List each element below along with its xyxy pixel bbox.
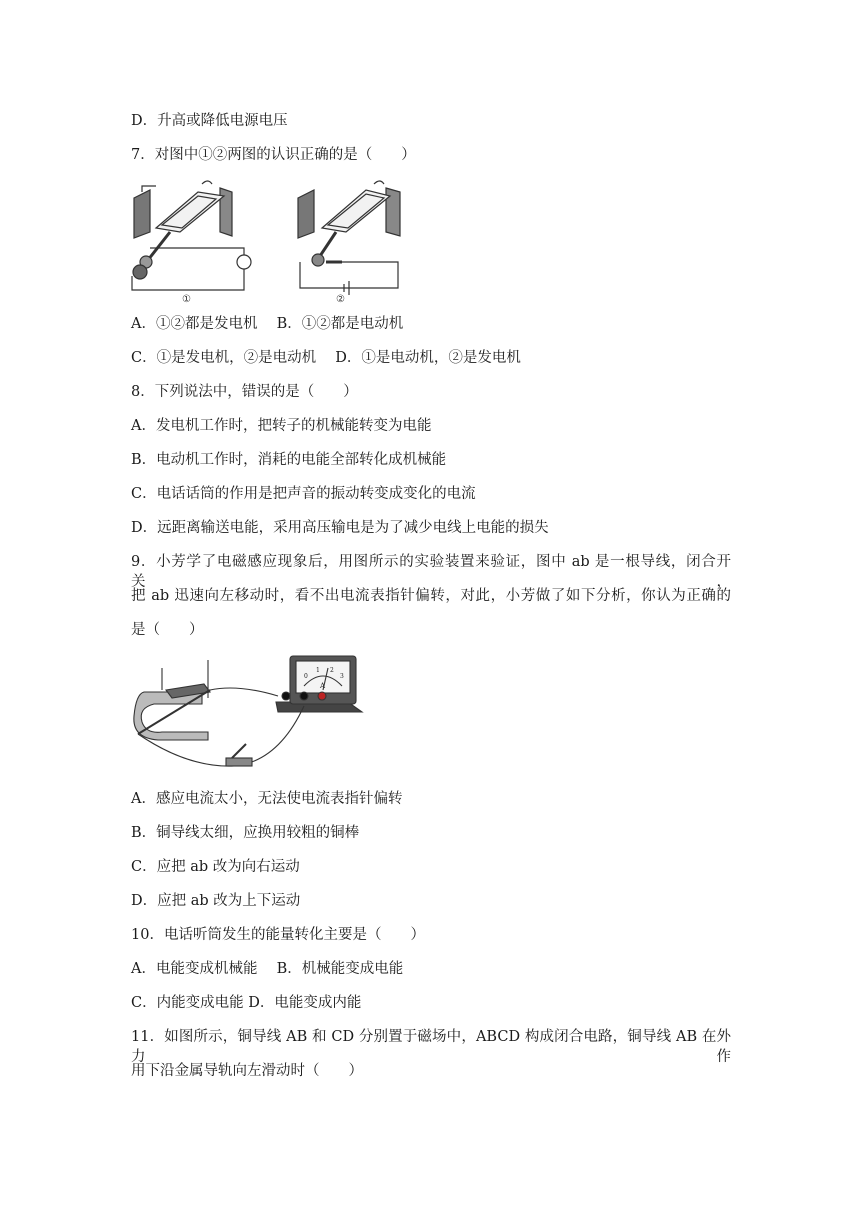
fig2-label: ② [336,294,345,305]
q9-option-d: D．应把 ab 改为上下运动 [131,893,301,909]
q9-stem-line1: 9．小芳学了电磁感应现象后，用图所示的实验装置来验证，图中 ab 是一根导线，闭合开关， [131,554,731,590]
q8-option-d: D．远距离输送电能，采用高压输电是为了减少电线上电能的损失 [131,520,549,536]
q6-option-d: D．升高或降低电源电压 [131,113,288,129]
q7-options-ab: A．①②都是发电机 B．①②都是电动机 [131,316,404,332]
q9-figure-induction-setup [128,650,364,776]
q10-options-ab: A．电能变成机械能 B．机械能变成电能 [131,961,404,977]
ammeter-tick-3: 3 [340,673,344,680]
ammeter-label: A [320,682,326,690]
q8-option-c: C．电话话筒的作用是把声音的振动转变成变化的电流 [131,486,476,502]
q9-option-b: B．铜导线太细，应换用较粗的铜棒 [131,825,360,841]
q7-stem: 7．对图中①②两图的认识正确的是（ ） [131,147,416,163]
q7-options-cd: C．①是发电机，②是电动机 D．①是电动机，②是发电机 [131,350,521,366]
q10-stem: 10．电话听筒发生的能量转化主要是（ ） [131,927,425,943]
q8-option-b: B．电动机工作时，消耗的电能全部转化成机械能 [131,452,447,468]
q11-stem-line1: 11．如图所示，铜导线 AB 和 CD 分别置于磁场中，ABCD 构成闭合电路，铜导线 AB 在外力作 [131,1029,731,1065]
q9-option-c: C．应把 ab 改为向右运动 [131,859,300,875]
q10-options-cd: C．内能变成电能 D．电能变成内能 [131,995,362,1011]
q7-figure-generator-motor [128,178,418,306]
q11-stem-line2: 用下沿金属导轨向左滑动时（ ） [131,1063,363,1079]
q8-option-a: A．发电机工作时，把转子的机械能转变为电能 [131,418,432,434]
ammeter-tick-2: 2 [330,667,334,674]
q9-stem-line3: 是（ ） [131,622,204,638]
ammeter-tick-0: 0 [304,673,308,680]
fig1-label: ① [182,294,191,305]
q9-stem-line2: 把 ab 迅速向左移动时，看不出电流表指针偏转，对此，小芳做了如下分析，你认为正确的 [131,588,731,604]
q9-option-a: A．感应电流太小，无法使电流表指针偏转 [131,791,403,807]
q8-stem: 8．下列说法中，错误的是（ ） [131,384,358,400]
ammeter-tick-1: 1 [316,667,320,674]
